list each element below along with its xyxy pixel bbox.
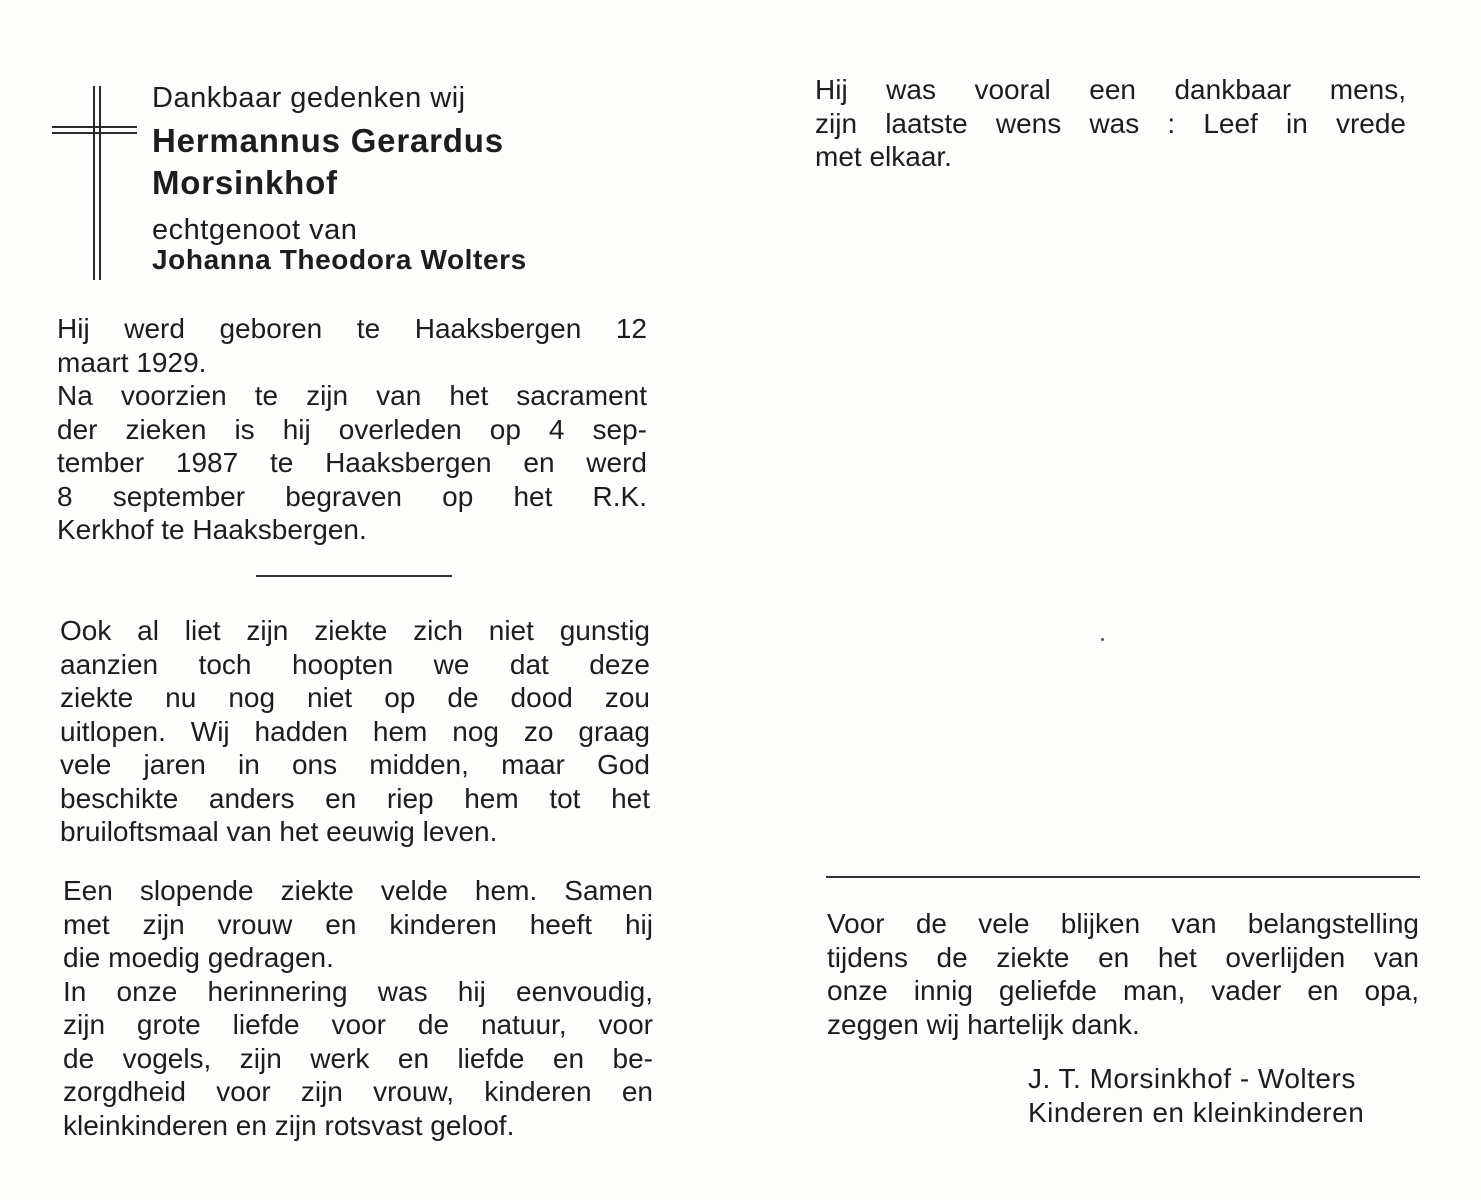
text-line: kleinkinderen en zijn rotsvast geloof. — [63, 1109, 515, 1141]
text-line: met zijn vrouw en kinderen heeft hij — [63, 908, 653, 940]
memory-paragraph — [63, 874, 653, 1142]
text-line: die moedig gedragen. — [63, 942, 334, 973]
signature-descendants: Kinderen en kleinkinderen — [1028, 1097, 1365, 1128]
spouse-name: Johanna Theodora Wolters — [152, 244, 527, 275]
text-line: 8 september begraven op het R.K. — [57, 480, 647, 512]
illness-paragraph — [60, 614, 650, 849]
text-line: zijn grote liefde voor de natuur, voor — [63, 1009, 653, 1040]
text-line: beschikte anders en riep hem tot het — [60, 782, 650, 814]
text-line: ziekte nu nog niet op de dood zou — [60, 682, 650, 713]
text-line: maart 1929. — [57, 346, 207, 378]
text-line: Hij was vooral een dankbaar mens, — [815, 74, 1406, 105]
text-line: aanzien toch hoopten we dat deze — [60, 648, 650, 680]
text-line: Kerkhof te Haaksbergen. — [57, 514, 367, 545]
text-line: der zieken is hij overleden op 4 sep- — [57, 413, 647, 445]
text-line: uitlopen. Wij hadden hem nog zo graag — [60, 715, 650, 747]
relation-text: echtgenoot van — [152, 214, 358, 246]
cross-vertical-bar-2 — [99, 86, 101, 280]
text-line: tijdens de ziekte en het overlijden van — [827, 941, 1419, 973]
text-line: Na voorzien te zijn van het sacrament — [57, 380, 647, 411]
text-line: Hij werd geboren te Haaksbergen 12 — [57, 313, 647, 344]
text-line: vele jaren in ons midden, maar God — [60, 749, 650, 780]
last-wish-paragraph — [815, 73, 1406, 174]
text-line: de vogels, zijn werk en liefde en be- — [63, 1042, 653, 1074]
intro-text: Dankbaar gedenken wij — [152, 82, 466, 114]
cross-vertical-bar-1 — [93, 86, 95, 280]
text-line: bruiloftsmaal van het eeuwig leven. — [60, 816, 498, 847]
text-line: zijn laatste wens was : Leef in vrede — [815, 107, 1406, 139]
text-line: met elkaar. — [815, 141, 952, 172]
text-line: Voor de vele blijken van belangstelling — [827, 908, 1419, 939]
text-line: tember 1987 te Haaksbergen en werd — [57, 447, 647, 478]
print-speck — [1101, 638, 1104, 641]
cross-horizontal-bar-1 — [52, 126, 137, 128]
signature-family-name: J. T. Morsinkhof - Wolters — [1028, 1063, 1356, 1094]
divider — [826, 876, 1420, 878]
deceased-name-line2: Morsinkhof — [152, 164, 338, 201]
divider — [256, 575, 452, 577]
text-line: Een slopende ziekte velde hem. Samen — [63, 875, 653, 906]
text-line: zorgdheid voor zijn vrouw, kinderen en — [63, 1076, 653, 1107]
deceased-name-line1: Hermannus Gerardus — [152, 122, 504, 159]
text-line: onze innig geliefde man, vader en opa, — [827, 975, 1419, 1006]
thanks-paragraph — [827, 907, 1419, 1041]
text-line: In onze herinnering was hij eenvoudig, — [63, 975, 653, 1007]
text-line: zeggen wij hartelijk dank. — [827, 1008, 1140, 1040]
text-line: Ook al liet zijn ziekte zich niet gunstig — [60, 615, 650, 646]
cross-horizontal-bar-2 — [52, 132, 137, 134]
birth-death-paragraph — [57, 312, 647, 547]
